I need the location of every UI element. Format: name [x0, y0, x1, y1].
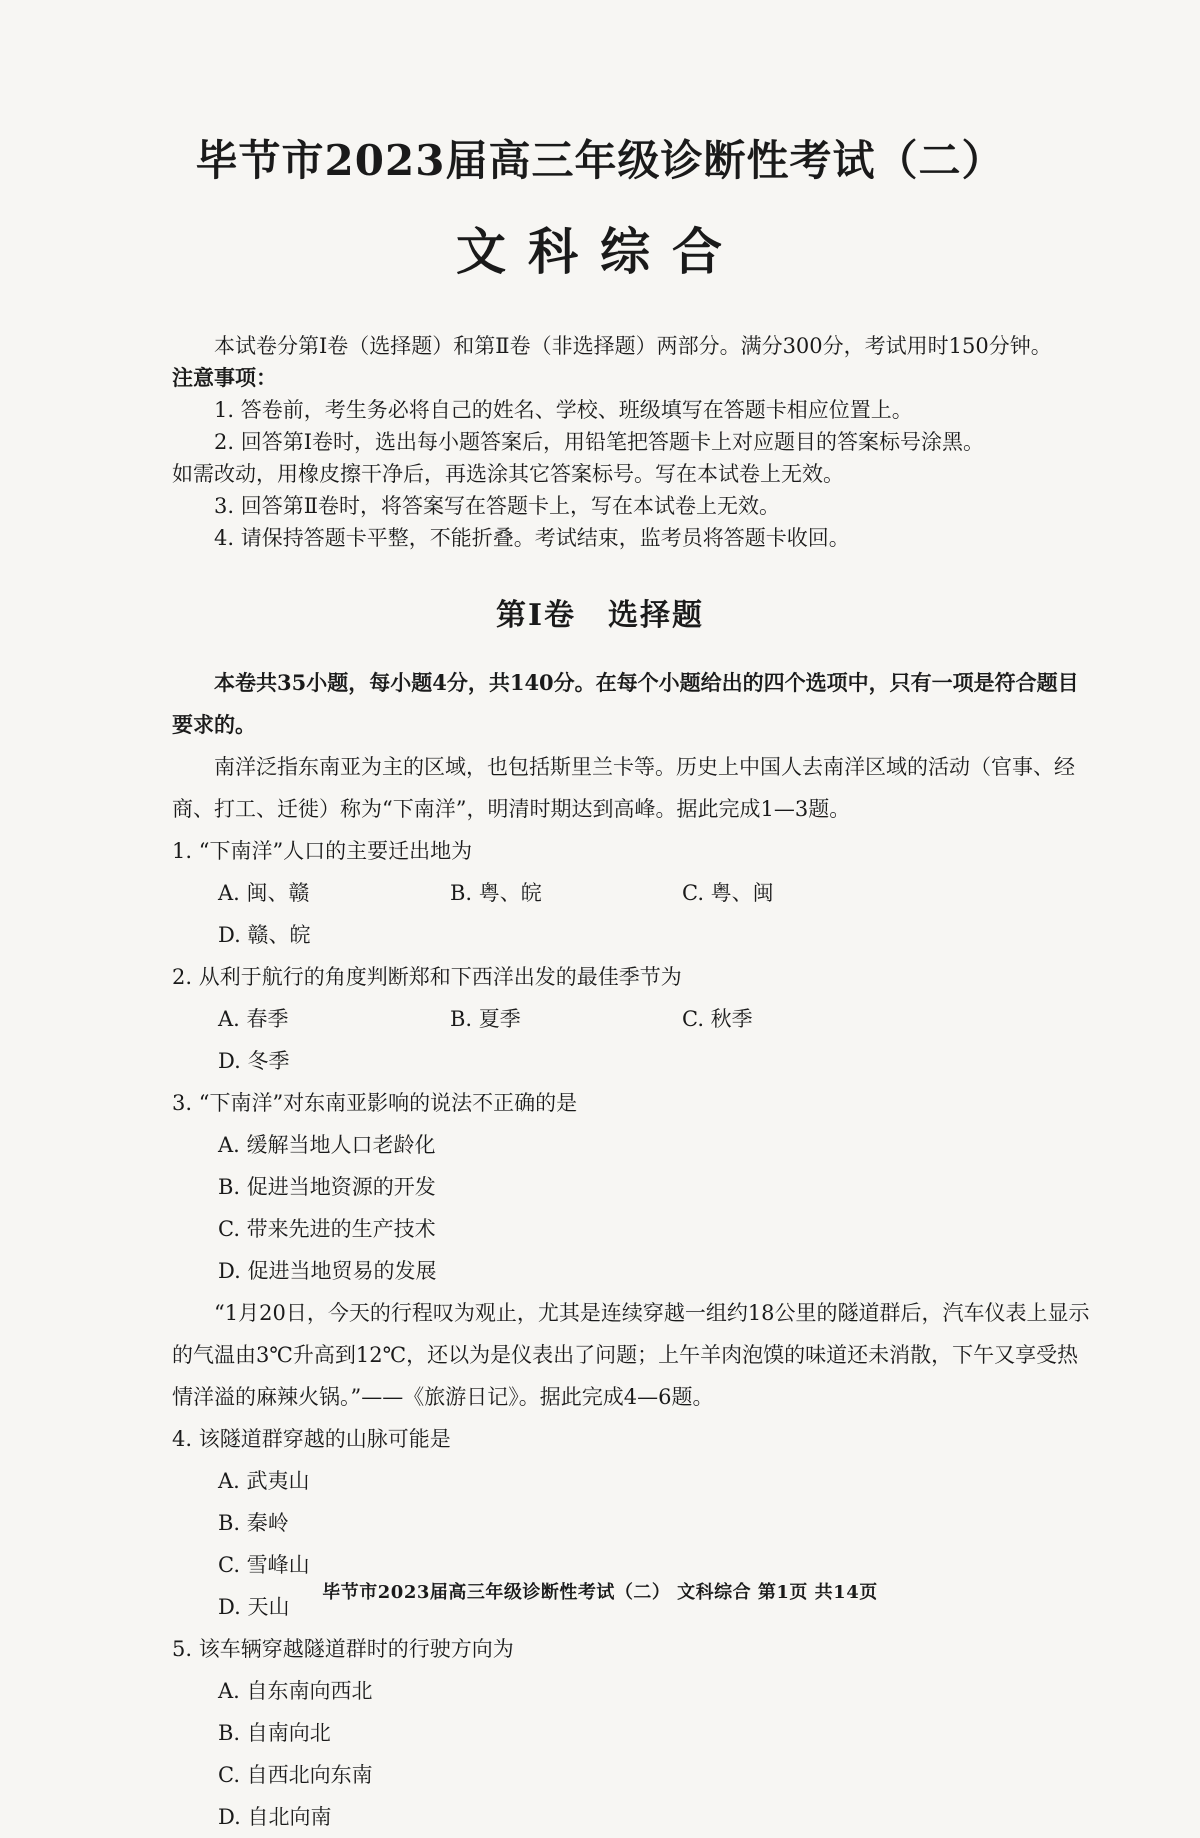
- option: C. 自西北向东南: [218, 1763, 373, 1787]
- option: A. 武夷山: [218, 1469, 310, 1493]
- paper-statement: 本试卷分第Ⅰ卷（选择题）和第Ⅱ卷（非选择题）两部分。满分300分，考试用时150分钟。: [214, 334, 1052, 358]
- option: C. 雪峰山: [218, 1553, 310, 1577]
- option: A. 自东南向西北: [218, 1679, 373, 1703]
- question-1-options: [172, 872, 1092, 956]
- questions-area: [172, 746, 1092, 1838]
- option: B. 夏季: [450, 1007, 521, 1031]
- question-3-options: [172, 1124, 1092, 1292]
- exam-instructions: [172, 330, 1092, 554]
- option: B. 自南向北: [218, 1721, 331, 1745]
- option: A. 闽、赣: [218, 881, 310, 905]
- option: D. 冬季: [218, 1049, 290, 1073]
- exam-subject: 文科综合: [456, 222, 744, 281]
- notice-item-2-continued: 如需改动，用橡皮擦干净后，再选涂其它答案标号。写在本试卷上无效。: [172, 462, 844, 486]
- question-2-options: [172, 998, 1092, 1082]
- section-description: 本卷共35小题，每小题4分，共140分。在每个小题给出的四个选项中，只有一项是符合题目要求的。: [172, 670, 1079, 737]
- notice-item-3: 3. 回答第Ⅱ卷时，将答案写在答题卡上，写在本试卷上无效。: [214, 494, 780, 518]
- option: D. 天山: [218, 1595, 290, 1619]
- question-2-stem: 2. 从利于航行的角度判断郑和下西洋出发的最佳季节为: [172, 965, 682, 989]
- section-heading: [0, 590, 1200, 634]
- question-4-stem: 4. 该隧道群穿越的山脉可能是: [172, 1427, 451, 1451]
- page-footer: 毕节市2023届高三年级诊断性考试（二） 文科综合 第1页 共14页: [322, 1582, 878, 1603]
- question-3-stem: 3. “下南洋”对东南亚影响的说法不正确的是: [172, 1091, 578, 1115]
- question-5-options: [172, 1670, 1092, 1838]
- notice-heading: 注意事项：: [172, 365, 277, 390]
- option: C. 秋季: [682, 1007, 753, 1031]
- question-1-stem: 1. “下南洋”人口的主要迁出地为: [172, 839, 473, 863]
- option: B. 促进当地资源的开发: [218, 1175, 436, 1199]
- option: B. 粤、皖: [450, 881, 542, 905]
- material-paragraph-1: 南洋泛指东南亚为主的区域，也包括斯里兰卡等。历史上中国人去南洋区域的活动（官事、经商、打工、迁徙）称为“下南洋”，明清时期达到高峰。据此完成1—3题。: [172, 755, 1075, 821]
- option: B. 秦岭: [218, 1511, 289, 1535]
- option: D. 赣、皖: [218, 923, 311, 947]
- notice-item-1: 1. 答卷前，考生务必将自己的姓名、学校、班级填写在答题卡相应位置上。: [214, 398, 913, 422]
- question-5-stem: 5. 该车辆穿越隧道群时的行驶方向为: [172, 1637, 514, 1661]
- notice-item-2: 2. 回答第Ⅰ卷时，选出每小题答案后，用铅笔把答题卡上对应题目的答案标号涂黑。: [214, 430, 985, 454]
- section-heading-type: 选择题: [608, 598, 705, 633]
- option: D. 自北向南: [218, 1805, 332, 1829]
- option: C. 粤、闽: [682, 881, 774, 905]
- option: C. 带来先进的生产技术: [218, 1217, 436, 1241]
- option: A. 春季: [218, 1007, 289, 1031]
- material-paragraph-2: “1月20日，今天的行程叹为观止，尤其是连续穿越一组约18公里的隧道群后，汽车仪表上显示的气温由3℃升高到12℃，还以为是仪表出了问题；上午羊肉泡馍的味道还未消散，下午又享受热情洋溢的麻辣火锅。”——《旅游日记》。据此完成4—6题。: [172, 1301, 1090, 1409]
- notice-item-4: 4. 请保持答题卡平整，不能折叠。考试结束，监考员将答题卡收回。: [214, 526, 850, 550]
- option: A. 缓解当地人口老龄化: [218, 1133, 436, 1157]
- exam-title: 毕节市2023届高三年级诊断性考试（二）: [195, 136, 1005, 185]
- section-heading-part: 第Ⅰ卷: [495, 598, 577, 633]
- option: D. 促进当地贸易的发展: [218, 1259, 437, 1283]
